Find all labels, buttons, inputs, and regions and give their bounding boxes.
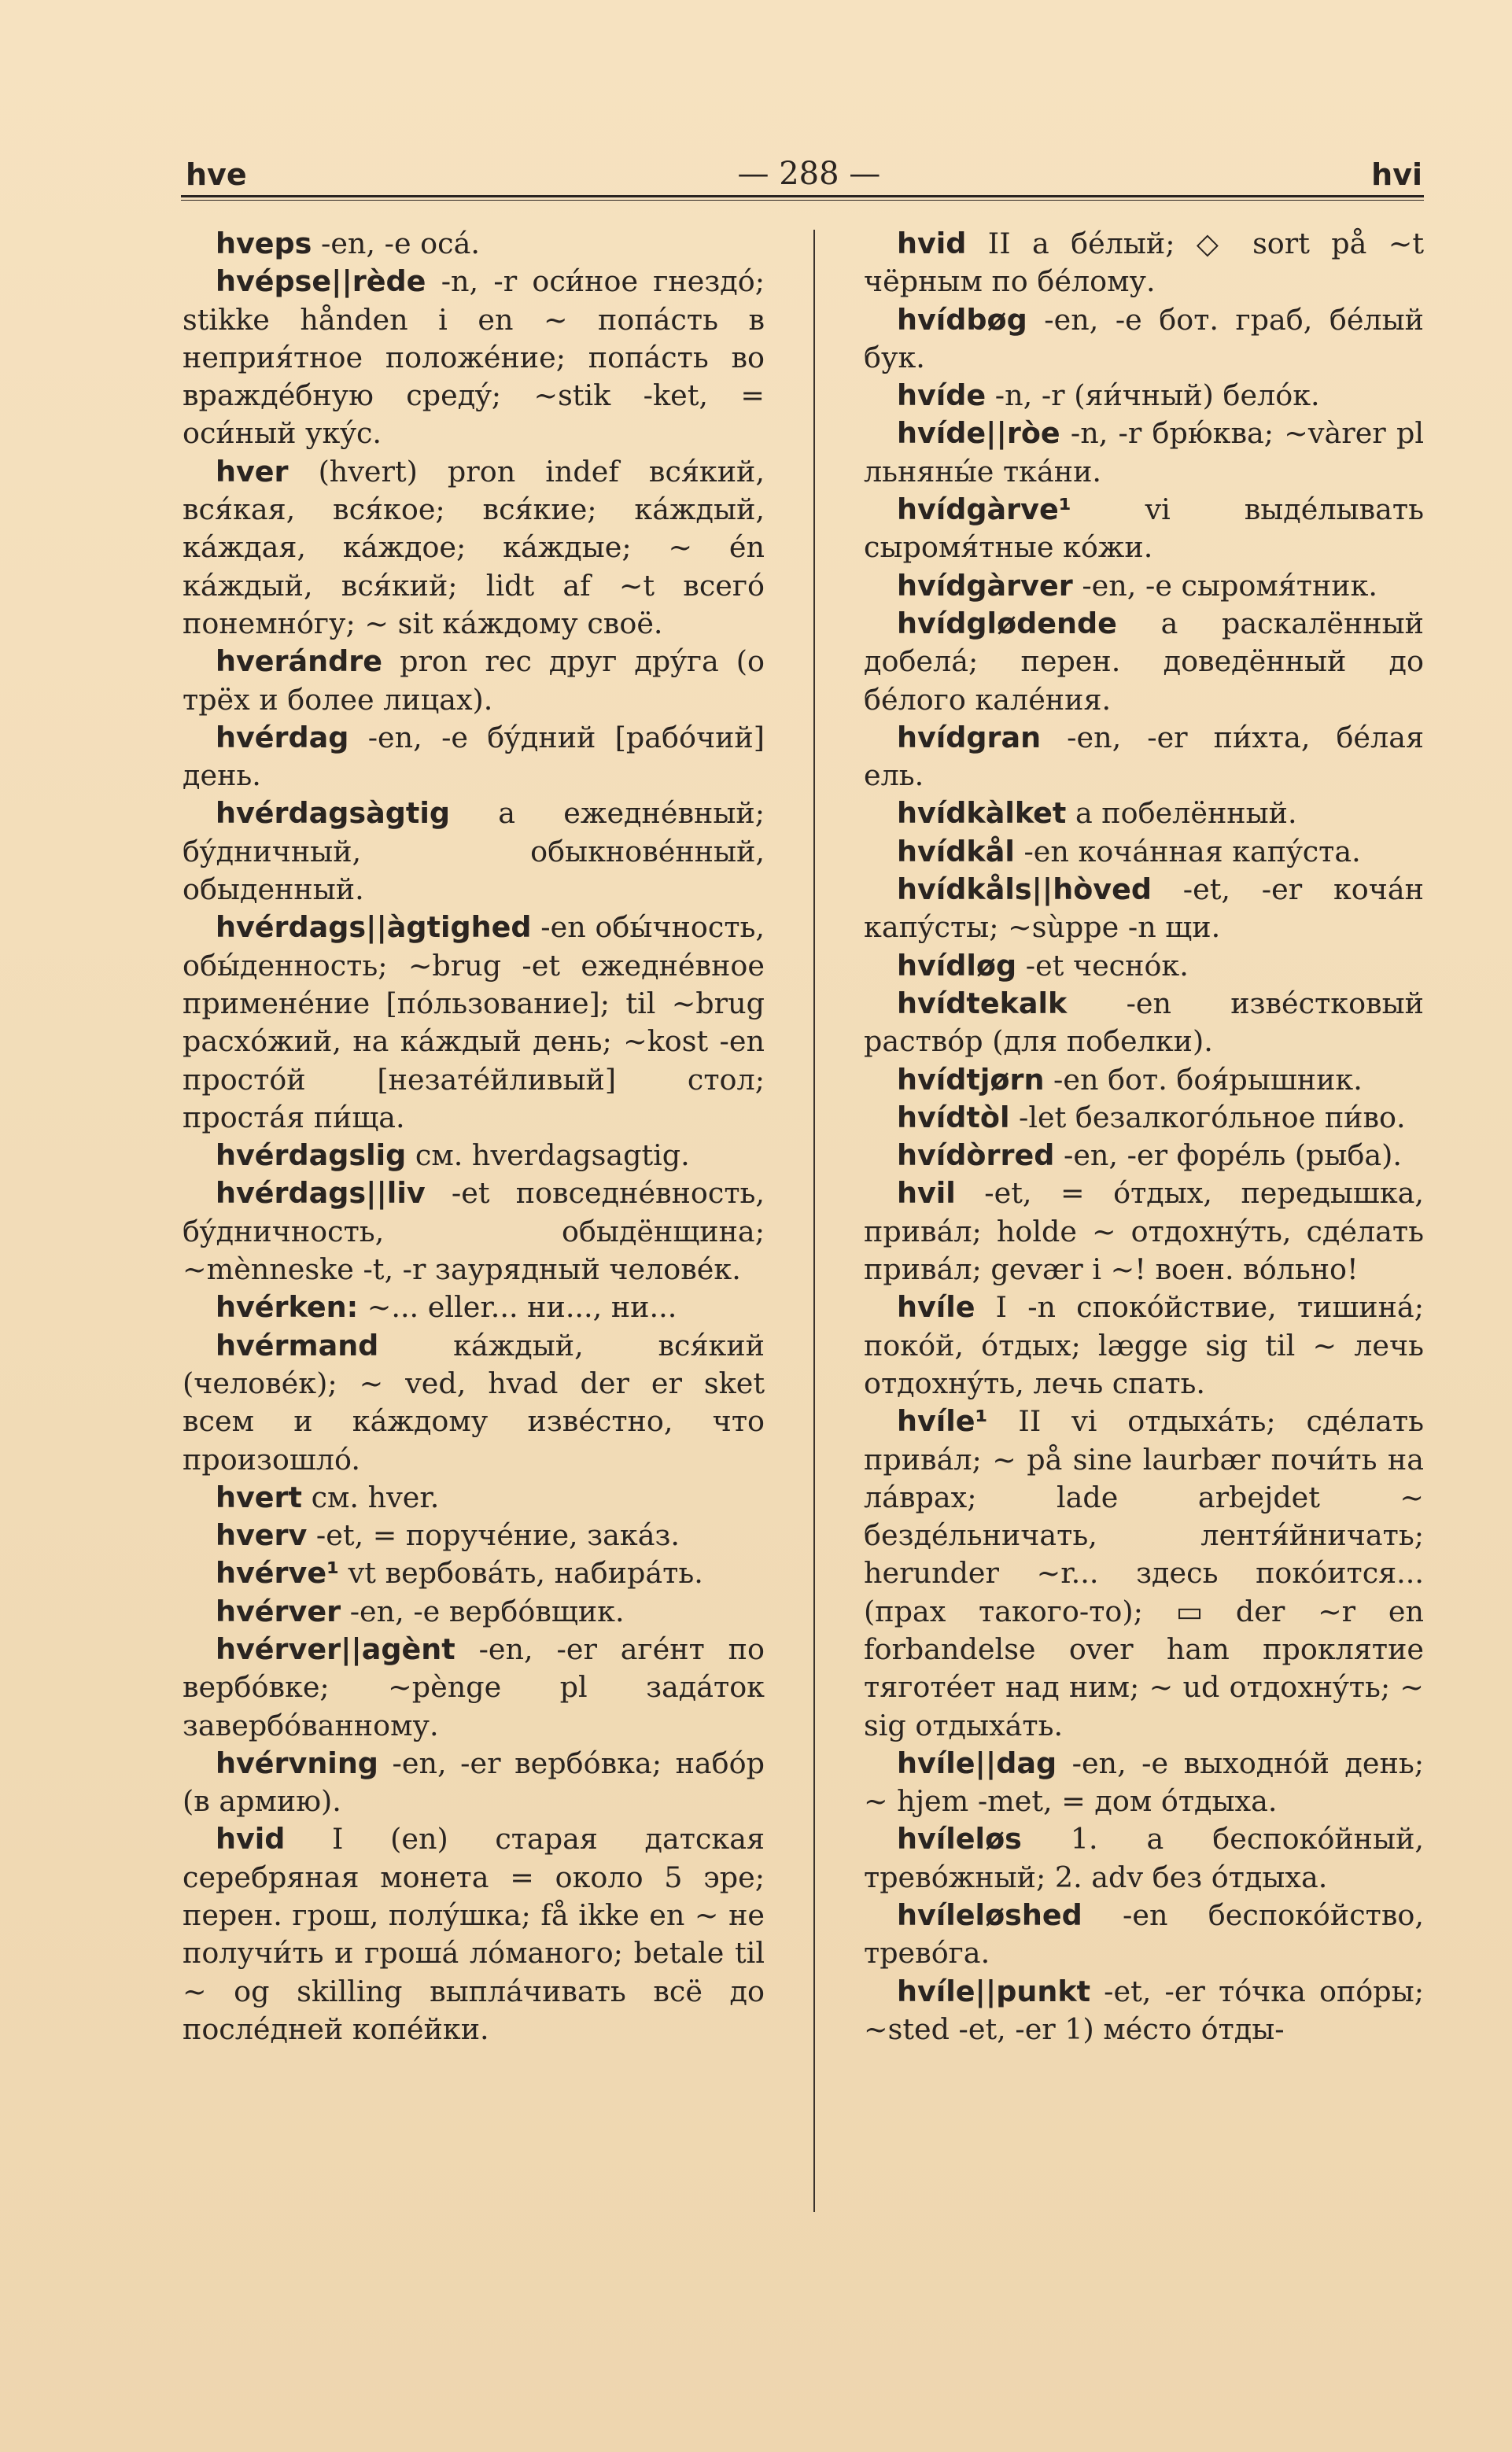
dictionary-entry [183, 1174, 765, 1289]
entry-definition: -et, -er тóчка опóры; ~sted -et, -er 1) мéсто óтды- [864, 1974, 1424, 2046]
entry-headword: hvérver||agènt [216, 1632, 455, 1666]
entry-definition: (hvert) pron indef вся́кий, вся́кая, вся́кое; вся́кие; кáждый, кáждая, кáждое; кáждые; ~ én кáждый, вся́кий; lidt af ~t всегó понемнóгу; ~ sit кáждому своё. [183, 454, 765, 640]
entry-headword: hvídkål [897, 834, 1015, 868]
entry-headword: hvíde [897, 378, 986, 413]
entry-headword: hverv [216, 1518, 308, 1553]
entry-definition: -n, -r брю́ква; ~vàrer pl льняны́е ткáни. [864, 416, 1424, 489]
dictionary-entry [864, 301, 1424, 378]
entry-headword: hvérdags||liv [216, 1176, 426, 1211]
entry-headword: hvíde||ròe [897, 416, 1060, 451]
dictionary-entry [183, 1631, 765, 1745]
entry-headword: hvid [216, 1822, 286, 1857]
entry-headword: hvídkåls||hòved [897, 872, 1152, 907]
dictionary-entry [183, 1327, 765, 1479]
entry-definition: -en, -er пи́хта, бéлая ель. [864, 720, 1424, 793]
entry-definition: -en, -e вербóвщик. [341, 1594, 625, 1628]
entry-definition: -en кочáнная капýста. [1014, 834, 1361, 868]
dictionary-entry [864, 1403, 1424, 1745]
entry-headword: hvérdags||àgtighed [216, 910, 532, 945]
entry-headword: hvídbøg [897, 302, 1027, 337]
entry-definition: 1. a беспокóйный, тревóжный; 2. adv без óтдыха. [864, 1822, 1424, 1894]
entry-headword: hvérvning [216, 1746, 378, 1780]
dictionary-entry [864, 1174, 1424, 1289]
entry-definition: ~... eller... ни..., ни... [358, 1290, 677, 1325]
dictionary-entry [183, 1593, 765, 1631]
dictionary-entry [864, 415, 1424, 491]
entry-headword: hvíle [897, 1290, 975, 1325]
entry-headword: hvérken: [216, 1290, 359, 1325]
entry-headword: hvídgran [897, 720, 1042, 754]
entry-definition: vt вербовáть, набирáть. [339, 1556, 703, 1591]
dictionary-entry [864, 225, 1424, 301]
entry-headword: hvíle||punkt [897, 1974, 1091, 2008]
entry-headword: hvérve¹ [216, 1556, 340, 1591]
entry-headword: hvídgàrve¹ [897, 492, 1071, 527]
page-number: — 288 — [737, 156, 881, 192]
entry-headword: hvídtjørn [897, 1062, 1045, 1097]
entry-definition: -et, = поручéние, закáз. [307, 1518, 680, 1553]
entry-headword: hvid [897, 227, 967, 260]
dictionary-entry [864, 833, 1424, 871]
dictionary-entry [183, 719, 765, 795]
dictionary-entry [183, 453, 765, 643]
dictionary-entry [183, 1479, 765, 1517]
entry-definition: -en, -e осá. [312, 227, 480, 260]
entry-headword: hvert [216, 1480, 302, 1514]
entry-headword: hvídtekalk [897, 986, 1068, 1020]
entry-definition: -n, -r (яи́чный) белóк. [986, 378, 1320, 413]
dictionary-entry [864, 1820, 1424, 1897]
dictionary-entry [183, 263, 765, 452]
entry-definition: -n, -r оси́ное гнездó; stikke hånden i en ~ попáсть в неприя́тное положéние; попáсть во враждéбную средý; ~stik -ket, = оси́ный укýс. [183, 264, 765, 451]
entry-definition: II vi отдыхáть; сдéлать привáл; ~ på sine laurbær почи́ть на лáврах; lade arbejdet ~ бездéльничать, лентя́йничать; herunder ~r... здесь покóится... (прах такого-то); ▭ der ~r en forbandelse over ham проклятие тяготéет над ним; ~ ud отдохнýть; ~ sig отдыхáть. [864, 1404, 1424, 1742]
dictionary-entry [864, 377, 1424, 415]
entry-definition: vi выдéлывать сыромя́тные кóжи. [864, 492, 1424, 565]
entry-headword: hvíleløshed [897, 1898, 1082, 1933]
dictionary-entry [183, 1554, 765, 1592]
entry-headword: hver [216, 454, 289, 489]
entry-definition: -en, -e выходнóй день; ~ hjem -met, = дом óтдыха. [864, 1746, 1424, 1819]
dictionary-entry [864, 1061, 1424, 1099]
entry-definition: -en, -er агéнт по вербóвке; ~pènge pl задáток завербóванному. [183, 1632, 765, 1742]
dictionary-entry [864, 567, 1424, 605]
dictionary-entry [864, 947, 1424, 985]
dictionary-entry [864, 985, 1424, 1061]
entry-headword: hvídgàrver [897, 568, 1073, 603]
entry-definition: -en, -er форéль (рыба). [1054, 1138, 1403, 1173]
dictionary-entry [864, 1897, 1424, 1973]
entry-headword: hvépse||rède [216, 264, 426, 299]
entry-headword: hvídkàlket [897, 796, 1067, 831]
entry-headword: hvérdag [216, 720, 349, 754]
entry-headword: hvérdagslig [216, 1138, 407, 1173]
entry-definition: -et, = óтдых, передышка, привáл; holde ~ отдохнýть, сдéлать привáл; gevær i ~! воен. вóльно! [864, 1176, 1424, 1287]
dictionary-entry [864, 1973, 1424, 2049]
entry-headword: hvérver [216, 1594, 341, 1628]
dictionary-entry [864, 1745, 1424, 1821]
dictionary-entry [864, 719, 1424, 795]
entry-definition: кáждый, вся́кий (человéк); ~ ved, hvad der er sket всем и кáждому извéстно, что произошлó. [183, 1328, 765, 1477]
dictionary-entry [864, 1137, 1424, 1174]
entry-definition: см. hver. [301, 1480, 440, 1514]
entry-definition: -en обы́чность, обы́денность; ~brug -et ежеднéвное применéние [пóльзование]; til ~brug расхóжий, на кáждый день; ~kost -en простóй [незатéйливый] стол; простáя пи́ща. [183, 910, 765, 1134]
dictionary-entry [183, 643, 765, 719]
entry-headword: hvil [897, 1176, 956, 1211]
dictionary-entry [864, 1289, 1424, 1403]
dictionary-entry [183, 1137, 765, 1174]
entry-definition: a раскалённый добелá; перен. доведённый до бéлого калéния. [864, 606, 1424, 717]
entry-headword: hvíleløs [897, 1822, 1022, 1857]
header-left-word: hve [186, 157, 247, 192]
entry-definition: -en, -e бот. граб, бéлый бук. [864, 302, 1424, 374]
entry-headword: hvíle¹ [897, 1404, 988, 1439]
running-header [186, 142, 1422, 192]
dictionary-entry [183, 225, 765, 263]
dictionary-entry [864, 1099, 1424, 1137]
column-divider [813, 230, 815, 2212]
entry-headword: hvíle||dag [897, 1746, 1057, 1780]
entry-definition: II a бéлый; ◇ sort på ~t чёрным по бéлому. [864, 227, 1424, 299]
entry-headword: hvídòrred [897, 1138, 1055, 1173]
entry-definition: -et повседнéвность, бýдничность, обыдёнщина; ~mènneske -t, -r заурядный человéк. [183, 1176, 765, 1287]
dictionary-entry [183, 909, 765, 1137]
entry-definition: pron rec друг дрýга (о трёх и более лицах). [183, 644, 765, 717]
entry-headword: hvídløg [897, 948, 1017, 983]
right-column [864, 225, 1424, 2048]
dictionary-entry [183, 1517, 765, 1554]
entry-definition: -let безалкогóльное пи́во. [1009, 1100, 1406, 1134]
entry-definition: I -n спокóйствие, тишинá; покóй, óтдых; lægge sig til ~ лечь отдохнýть, лечь спать. [864, 1290, 1424, 1400]
entry-definition: a побелённый. [1066, 796, 1297, 831]
dictionary-entry [183, 1289, 765, 1326]
header-rule [181, 195, 1424, 201]
entry-headword: hvídglødende [897, 606, 1117, 640]
dictionary-entry [864, 605, 1424, 719]
dictionary-entry [183, 1745, 765, 1821]
entry-headword: hveps [216, 227, 312, 260]
entry-definition: -en, -er вербóвка; набóр (в армию). [183, 1746, 765, 1819]
header-right-word: hvi [1371, 157, 1422, 192]
entry-definition: -en бот. боя́рышник. [1044, 1062, 1363, 1097]
entry-definition: -en, -e сыромя́тник. [1072, 568, 1378, 603]
entry-definition: -et, -er кочáн капýсты; ~sùppe -n щи. [864, 872, 1424, 945]
entry-headword: hvérmand [216, 1328, 379, 1362]
left-column [183, 225, 765, 2048]
dictionary-entry [864, 795, 1424, 832]
entry-definition: -en, -e бýдний [рабóчий] день. [183, 720, 765, 793]
entry-headword: hvérdagsàgtig [216, 796, 450, 831]
entry-headword: hverándre [216, 644, 383, 679]
entry-definition: -en извéстковый раствóр (для побелки). [864, 986, 1424, 1059]
entry-definition: a ежеднéвный; бýдничный, обыкновéнный, обыденный. [183, 796, 765, 907]
dictionary-entry [183, 795, 765, 909]
entry-headword: hvídtòl [897, 1100, 1010, 1134]
dictionary-entry [183, 1820, 765, 2048]
entry-definition: см. hverdagsagtig. [406, 1138, 690, 1173]
entry-definition: -en беспокóйство, тревóга. [864, 1898, 1424, 1971]
dictionary-entry [864, 871, 1424, 947]
entry-definition: I (en) старая датская серебряная монета = около 5 эре; перен. грош, полýшка; få ikke en ~ не получи́ть и грошá лóманого; betale til ~ og skilling выплáчивать всё до послéдней копéйки. [183, 1822, 765, 2046]
entry-definition: -et чеснóк. [1016, 948, 1189, 983]
dictionary-entry [864, 491, 1424, 567]
